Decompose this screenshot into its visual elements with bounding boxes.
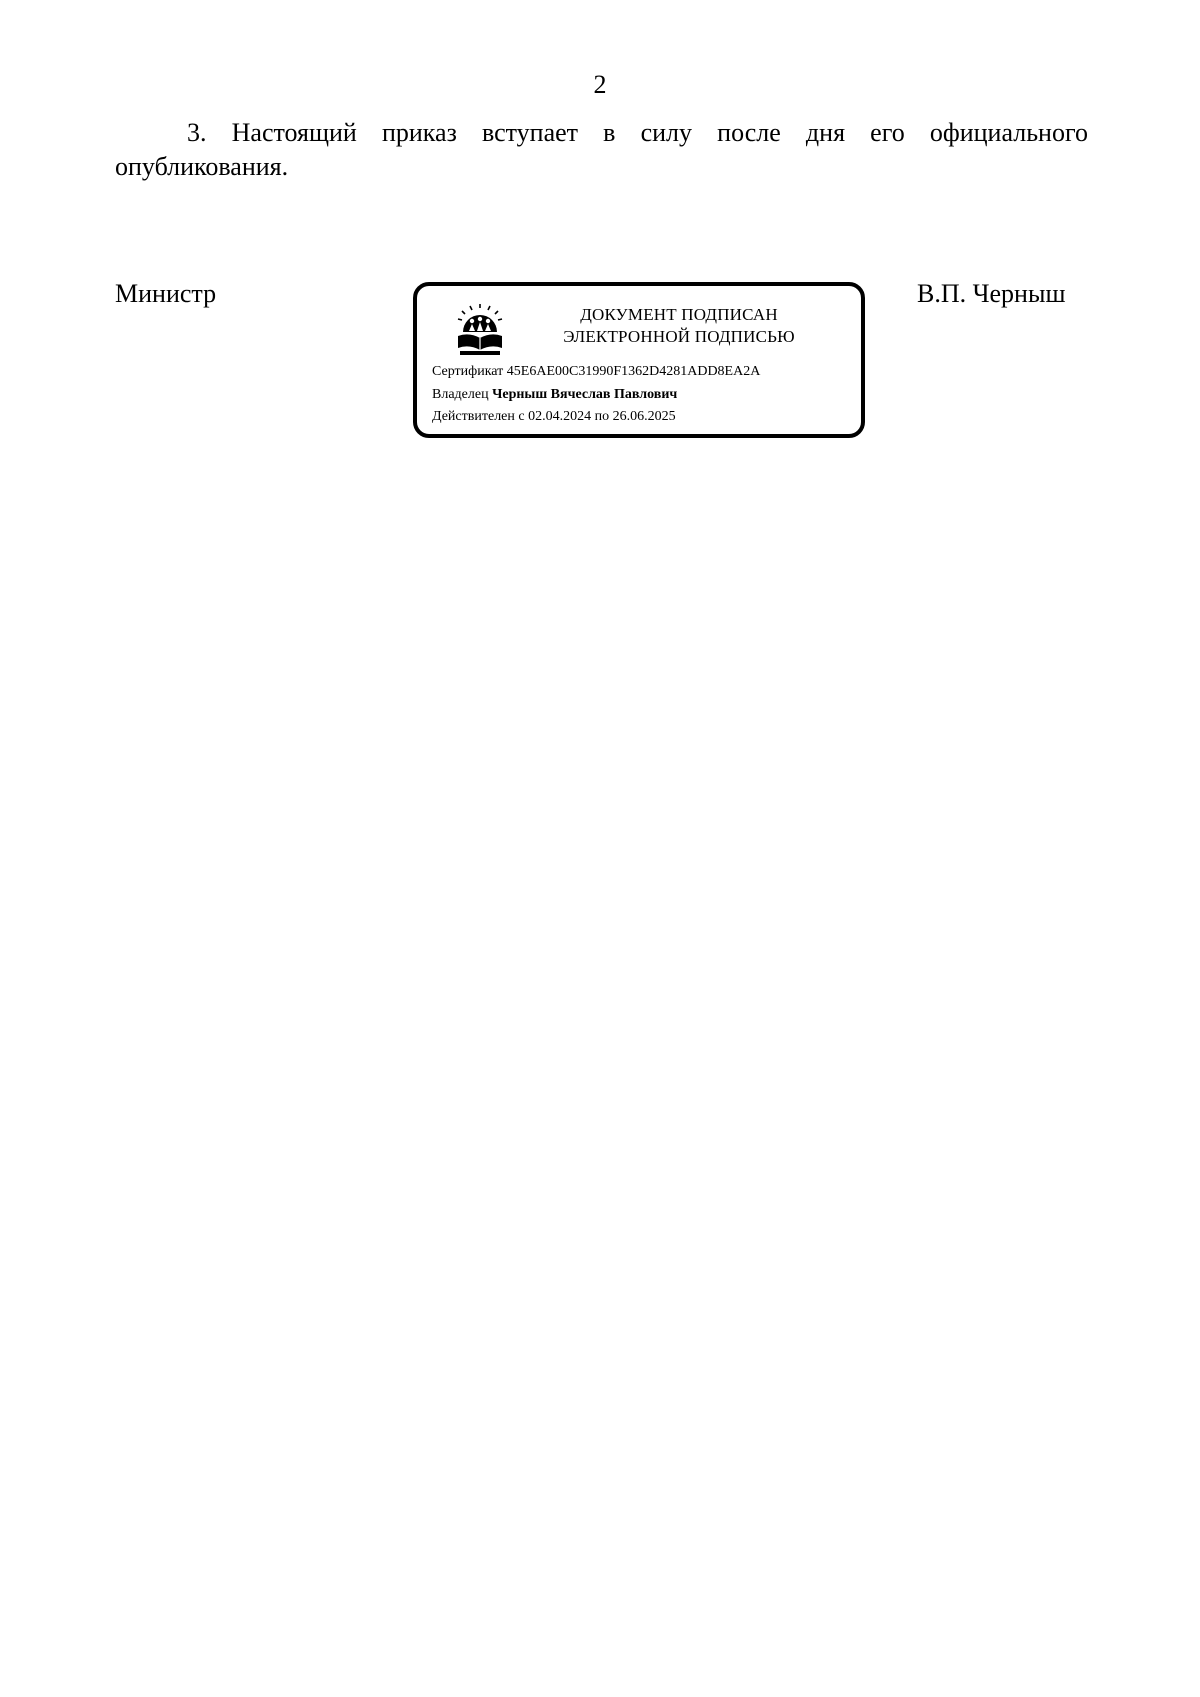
paragraph-line-1: 3. Настоящий приказ вступает в силу после дня его официального [187, 118, 1088, 147]
stamp-heading-line-2: ЭЛЕКТРОННОЙ ПОДПИСЬЮ [563, 327, 795, 346]
regional-emblem-icon [455, 302, 505, 356]
stamp-validity-row [432, 408, 676, 426]
owner-label: Владелец [432, 387, 489, 402]
owner-value: Черныш Вячеслав Павлович [492, 387, 678, 402]
signer-name: В.П. Черныш [917, 279, 1066, 308]
body-paragraph [115, 116, 1088, 184]
stamp-heading-line-1: ДОКУМЕНТ ПОДПИСАН [580, 305, 778, 324]
valid-to: 26.06.2025 [612, 409, 676, 424]
stamp-owner-row [432, 386, 677, 404]
valid-to-label: по [594, 409, 610, 424]
certificate-label: Сертификат [432, 364, 504, 379]
certificate-value: 45E6AE00C31990F1362D4281ADD8EA2A [506, 364, 761, 379]
valid-from: 02.04.2024 [528, 409, 592, 424]
signer-position: Министр [115, 279, 217, 308]
stamp-certificate-row [432, 363, 760, 381]
stamp-heading [529, 304, 829, 348]
paragraph-line-2: опубликования. [115, 152, 289, 181]
e-signature-stamp [413, 282, 865, 438]
page-number: 2 [593, 70, 607, 99]
valid-label: Действителен с [432, 409, 525, 424]
